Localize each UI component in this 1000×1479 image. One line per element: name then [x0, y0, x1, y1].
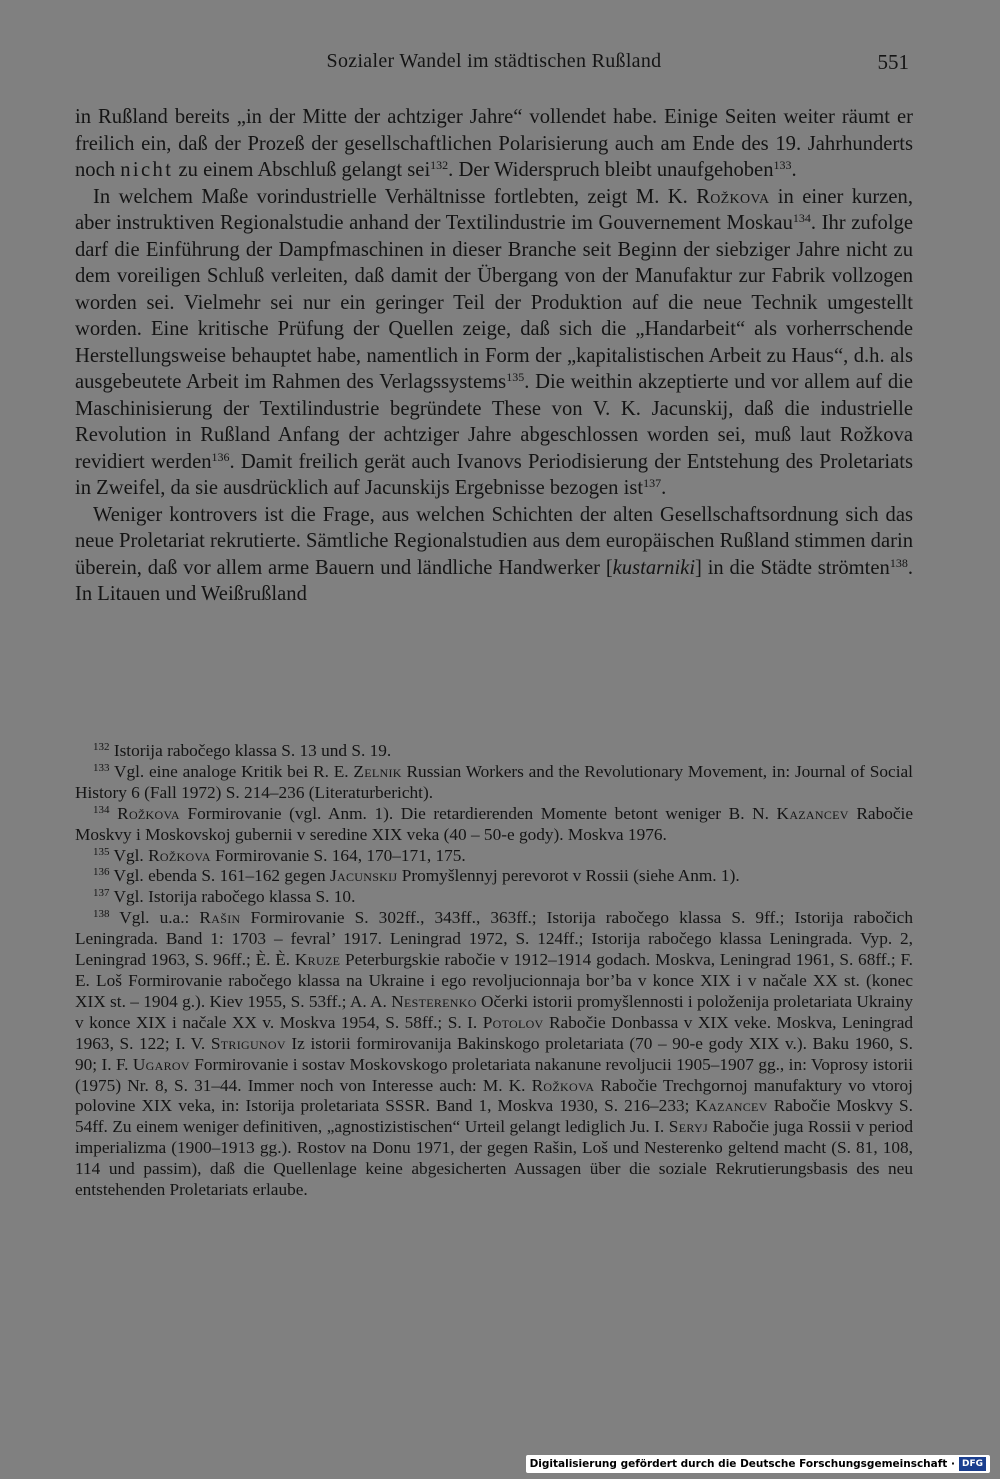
text-run: . Damit freilich gerät auch Ivanovs Periodisierung der Entstehung des Proletariats in Zweifel, da sie ausdrücklich auf Jacunskijs Ergebnisse bezogen ist: [75, 450, 913, 499]
footnote-text: Istorija rabočego klassa S. 13 und S. 19.: [109, 741, 392, 760]
footnote-text: Rabočie Donbassa v XIX veke. Moskva, Leningrad 1963, S. 122; I. V.: [75, 1012, 914, 1053]
paragraph-2: [75, 184, 913, 502]
author-name: Rožkova: [696, 185, 770, 208]
author-name: Kruze: [294, 950, 341, 970]
footnote-text: Formirovanie S. 302ff., 343ff., 363ff.; Istorija rabočego klassa S. 9ff.; Istorija rabočich Leningrada. Band 1: 1703 – fevral’ 1917. Leningrad 1972, S. 124ff.; Istorija rabočego klassa Leningrada. Vyp. 2, Leningrad 1963, S. 96ff.; È. È.: [75, 908, 913, 970]
author-name: Zelnik: [353, 761, 402, 781]
text-run: . Ihr zufolge darf die Einführung der Dampfmaschinen in dieser Branche seit Beginn der siebziger Jahre nicht zu dem voreiligen Schluß verleiten, daß damit der Übergang von der Manufaktur zur Fabrik vollzogen worden sei. Vielmehr sei nur ein geringer Teil der Produktion auf die neue Technik umgestellt worden. Eine kritische Prüfung der Quellen zeige, daß sich die „Handarbeit“ als vorherrschende Herstellungsweise behauptet habe, namentlich in Form der „kapitalistischen Arbeit zu Haus“, d.h. als ausgebeutete Arbeit im Rahmen des Verlagssystems: [75, 212, 913, 393]
footnote-text: Formirovanie (vgl. Anm. 1). Die retardierenden Momente betont weniger B. N.: [179, 803, 777, 823]
text-run: in Rußland bereits „in der Mitte der achtziger Jahre“ vollendet habe. Einige Seiten weiter räumt er freilich ein, daß der Prozeß der gesellschaftlichen Polarisierung auch am Ende des 19. Jahrhunderts noch: [75, 106, 913, 181]
text-run: in einer kurzen, aber instruktiven Regionalstudie anhand der Textilindustrie im Gouvernement Moskau: [75, 185, 913, 234]
author-name: Nesterenko: [391, 991, 477, 1011]
italic-term: kustarniki: [612, 556, 696, 579]
footnote-text: Rabočie juga Rossii v period imperializma (1900–1913 gg.). Rostov na Donu 1971, der gegen Rašin, Loš und Nesterenko geltend macht (S. 81, 108, 114 und passim), daß die Quellenlage keine abgesicherten Aussagen über die soziale Rekrutierungsbasis des neu entstehenden Proletariats erlaube.: [75, 1117, 913, 1200]
footnote-number: 133: [93, 761, 110, 774]
footnote-text: Russian Workers and the Revolutionary Movement, in: Journal of Social History 6 (Fall 1972) S. 214–236 (Literaturbericht).: [75, 761, 913, 802]
footnote-number: 134: [93, 803, 110, 816]
spaced-emphasis: nicht: [120, 159, 174, 181]
footnote-text: Peterburgskie rabočie v 1912–1914 godach. Moskva, Leningrad 1961, S. 68ff.; F. E. Loš Formirovanie rabočego klassa na Ukraine i ego revoljucionnaja bor’ba v konce XIX i v načale XX st. (konec XIX st. – 1904 g.). Kiev 1955, S. 53ff.; A. A.: [75, 950, 913, 1011]
footnote-136: [75, 866, 913, 887]
running-title: Sozialer Wandel im städtischen Rußland: [326, 50, 662, 72]
footnote-text: Očerki istorii promyšlennosti i položenija proletariata Ukrainy v konce XIX i načale XX v. Moskva 1954, S. 58ff.; S. I.: [75, 991, 914, 1032]
text-run: zu einem Abschluß gelangt sei: [173, 159, 431, 181]
text-run: ] in die Städte strömten: [695, 556, 890, 579]
author-name: Rožkova: [531, 1075, 595, 1095]
author-name: Kazancev: [776, 803, 849, 823]
footnote-ref: 132: [430, 158, 449, 172]
text-run: . Die weithin akzeptierte und vor allem auf die Maschinisierung der Textilindustrie begründete These von V. K. Jacunskij, daß die industrielle Revolution in Rußland Anfang der achtziger Jahre abgeschlossen worden sei, muß laut Rožkova revidiert werden: [75, 371, 913, 473]
footnote-number: 137: [93, 887, 110, 900]
text-run: . In Litauen und Weißrußland: [75, 556, 913, 605]
footnote-ref: 138: [889, 555, 908, 570]
footnote-text: Formirovanie i sostav Moskovskogo proletariata nakanune revoljucii 1905–1907 gg., in: Voprosy istorii (1975) Nr. 8, S. 31–44. Immer noch von Interesse auch: M. K.: [75, 1054, 913, 1095]
footnote-text: Rabočie Moskvy S. 54ff. Zu einem weniger definitiven, „agnostizistischen“ Urteil gelangt lediglich Ju. I.: [75, 1096, 913, 1137]
author-name: Rašin: [199, 908, 241, 928]
text-run: .: [661, 477, 667, 499]
footnote-ref: 136: [211, 449, 230, 464]
footnote-number: 138: [93, 908, 110, 921]
footnote-text: Vgl.: [109, 845, 149, 865]
author-name: Jacunskij: [329, 866, 398, 886]
footnote-number: 135: [93, 845, 110, 858]
footnote-text: Vgl. Istorija rabočego klassa S. 10.: [109, 887, 356, 907]
text-run: In welchem Maße vorindustrielle Verhältnisse fortlebten, zeigt M. K.: [93, 185, 697, 208]
footnote-132: [75, 741, 913, 762]
footnote-text: Vgl. ebenda S. 161–162 gegen: [109, 866, 330, 886]
footnotes: [75, 741, 913, 1201]
footnote-138: [75, 908, 913, 1201]
page-number: 551: [877, 50, 909, 74]
footnote-text: Rabočie Moskvy i Moskovskoj gubernii v seredine XIX veka (40 – 50-e gody). Moskva 1976.: [75, 803, 913, 844]
footnote-number: 132: [93, 741, 110, 753]
text-run: . Der Widerspruch bleibt unaufgehoben: [448, 159, 774, 181]
footnote-text: Rabočie Trechgornoj manufaktury vo vtoroj polovine XIX veka, in: Istorija proletariata SSSR. Band 1, Moskva 1930, S. 216–233;: [75, 1075, 913, 1116]
author-name: Strigunov: [210, 1033, 286, 1053]
text-run: Weniger kontrovers ist die Frage, aus welchen Schichten der alten Gesellschaftsordnung sich das neue Proletariat rekrutierte. Sämtliche Regionalstudien aus dem europäischen Rußland stimmen darin überein, daß vor allem arme Bauern und ländliche Handwerker [: [75, 503, 913, 579]
footnote-134: [75, 804, 913, 846]
footnote-ref: 135: [506, 370, 525, 384]
text-run: .: [791, 159, 797, 181]
paragraph-3: [75, 502, 913, 608]
footnote-ref: 133: [773, 158, 792, 172]
author-name: Kazancev: [695, 1096, 768, 1116]
author-name: Rožkova: [148, 845, 211, 865]
footnote-text: Iz istorii formirovanija Bakinskogo proletariata (70 – 90-e gody XIX v.). Baku 1960, S. 90; I. F.: [75, 1033, 913, 1074]
footnote-text: Formirovanie S. 164, 170–171, 175.: [210, 845, 466, 865]
footnote-text: Vgl. eine analoge Kritik bei R. E.: [109, 761, 354, 781]
footnote-text: Vgl. u.a.:: [109, 908, 200, 928]
dfg-logo: DFG: [959, 1457, 986, 1471]
funding-notice: Digitalisierung gefördert durch die Deutsche Forschungsgemeinschaft ·: [529, 1458, 955, 1470]
author-name: Rožkova: [117, 803, 180, 823]
footnote-text: Promyšlennyj perevorot v Rossii (siehe Anm. 1).: [397, 866, 740, 886]
footnote-135: [75, 846, 913, 867]
author-name: Ugarov: [132, 1054, 190, 1074]
footnote-ref: 134: [792, 211, 811, 225]
author-name: Potolov: [482, 1012, 544, 1032]
footnote-number: 136: [93, 866, 110, 879]
page-header: [75, 50, 913, 78]
footnote-137: [75, 887, 913, 908]
author-name: Seryj: [668, 1117, 708, 1137]
dfg-funding-banner: [526, 1455, 990, 1473]
paragraph-1: [75, 104, 913, 184]
main-text: [75, 104, 913, 608]
footnote-ref: 137: [643, 476, 662, 490]
footnote-133: [75, 762, 913, 804]
